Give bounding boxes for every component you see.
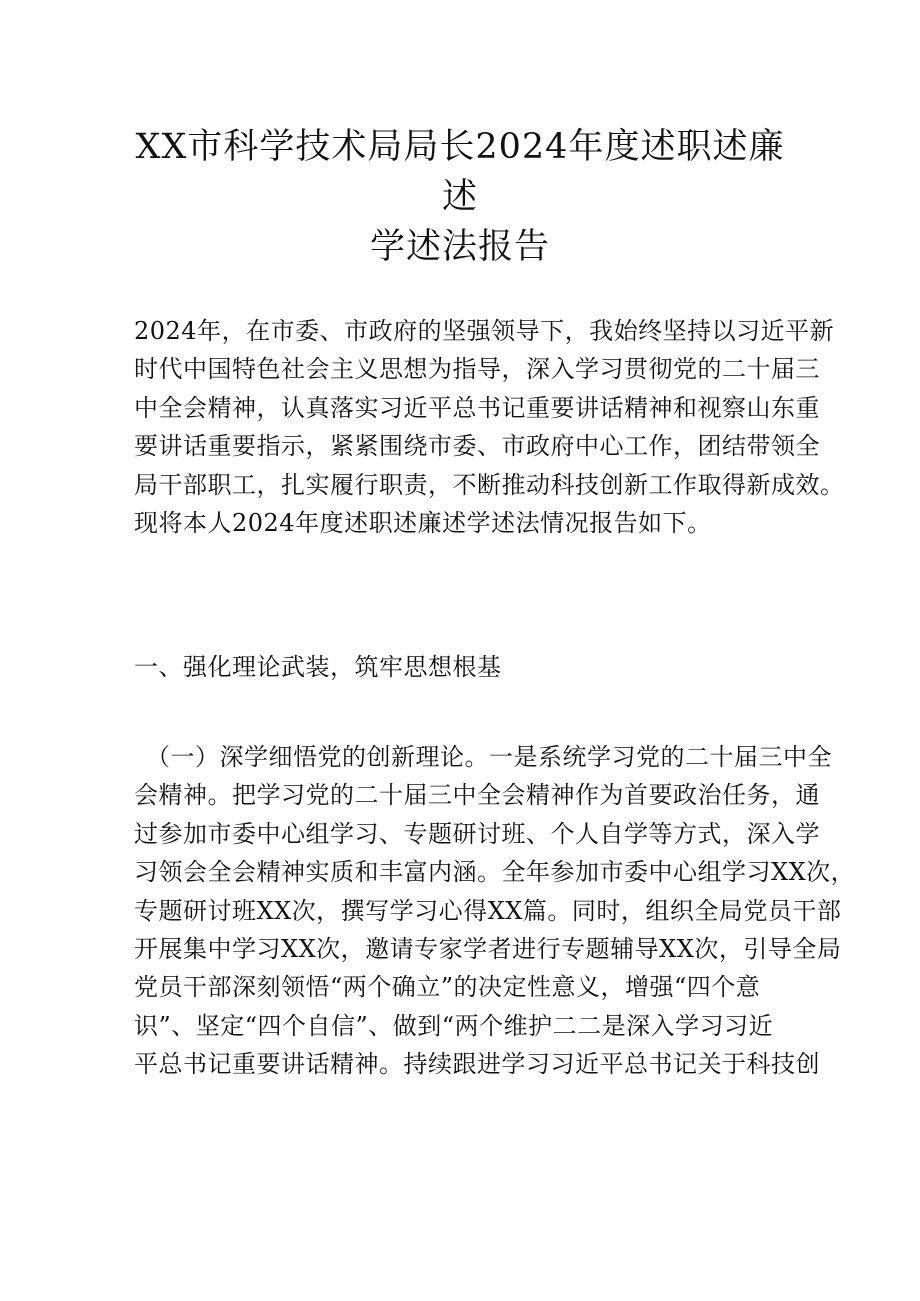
paragraph-line: （一）深学细悟党的创新理论。一是系统学习党的二十届三中全 [146,743,832,771]
title-line: 学述法报告 [369,227,550,267]
paragraph-line: 平总书记重要讲话精神。持续跟进学习习近平总书记关于科技创 [134,1050,820,1079]
document-title [120,122,800,272]
section-heading [134,648,794,686]
paragraph-line: 中全会精神，认真落实习近平总书记重要讲话精神和视察山东重 [134,393,820,422]
paragraph-line: 现将本人2024年度述职述廉述学述法情况报告如下。 [134,509,712,538]
paragraph-line: 开展集中学习XX次，邀请专家学者进行专题辅导XX次，引导全局 [134,935,842,964]
paragraph-line: 识”、坚定“四个自信”、做到“两个维护二二是深入学习习近 [134,1011,774,1040]
intro-paragraph [134,312,845,542]
paragraph-line: 习领会全会精神实质和丰富内涵。全年参加市委中心组学习XX次， [134,858,856,887]
paragraph-line: 专题研讨班XX次，撰写学习心得XX篇。同时，组织全局党员干部 [134,896,842,925]
paragraph-line: 党员干部深刻领悟“两个确立”的决定性意义，增强“四个意 [134,973,761,1002]
paragraph-line: 2024年，在市委、市政府的坚强领导下，我始终坚持以习近平新 [134,317,835,345]
paragraph-line: 要讲话重要指示，紧紧围绕市委、市政府中心工作，团结带领全 [134,432,820,461]
title-line: XX市科学技术局局长2024年度述职述廉述 [135,127,785,217]
paragraph-line: 局干部职工，扎实履行职责，不断推动科技创新工作取得新成效。 [134,470,845,499]
paragraph-line: 时代中国特色社会主义思想为指导，深入学习贯彻党的二十届三 [134,355,820,384]
paragraph-line: 会精神。把学习党的二十届三中全会精神作为首要政治任务，通 [134,781,820,810]
section-heading-text: 一、强化理论武装，筑牢思想根基 [134,653,502,681]
paragraph-line: 过参加市委中心组学习、专题研讨班、个人自学等方式，深入学 [134,819,820,848]
subsection-paragraph [134,738,856,1084]
